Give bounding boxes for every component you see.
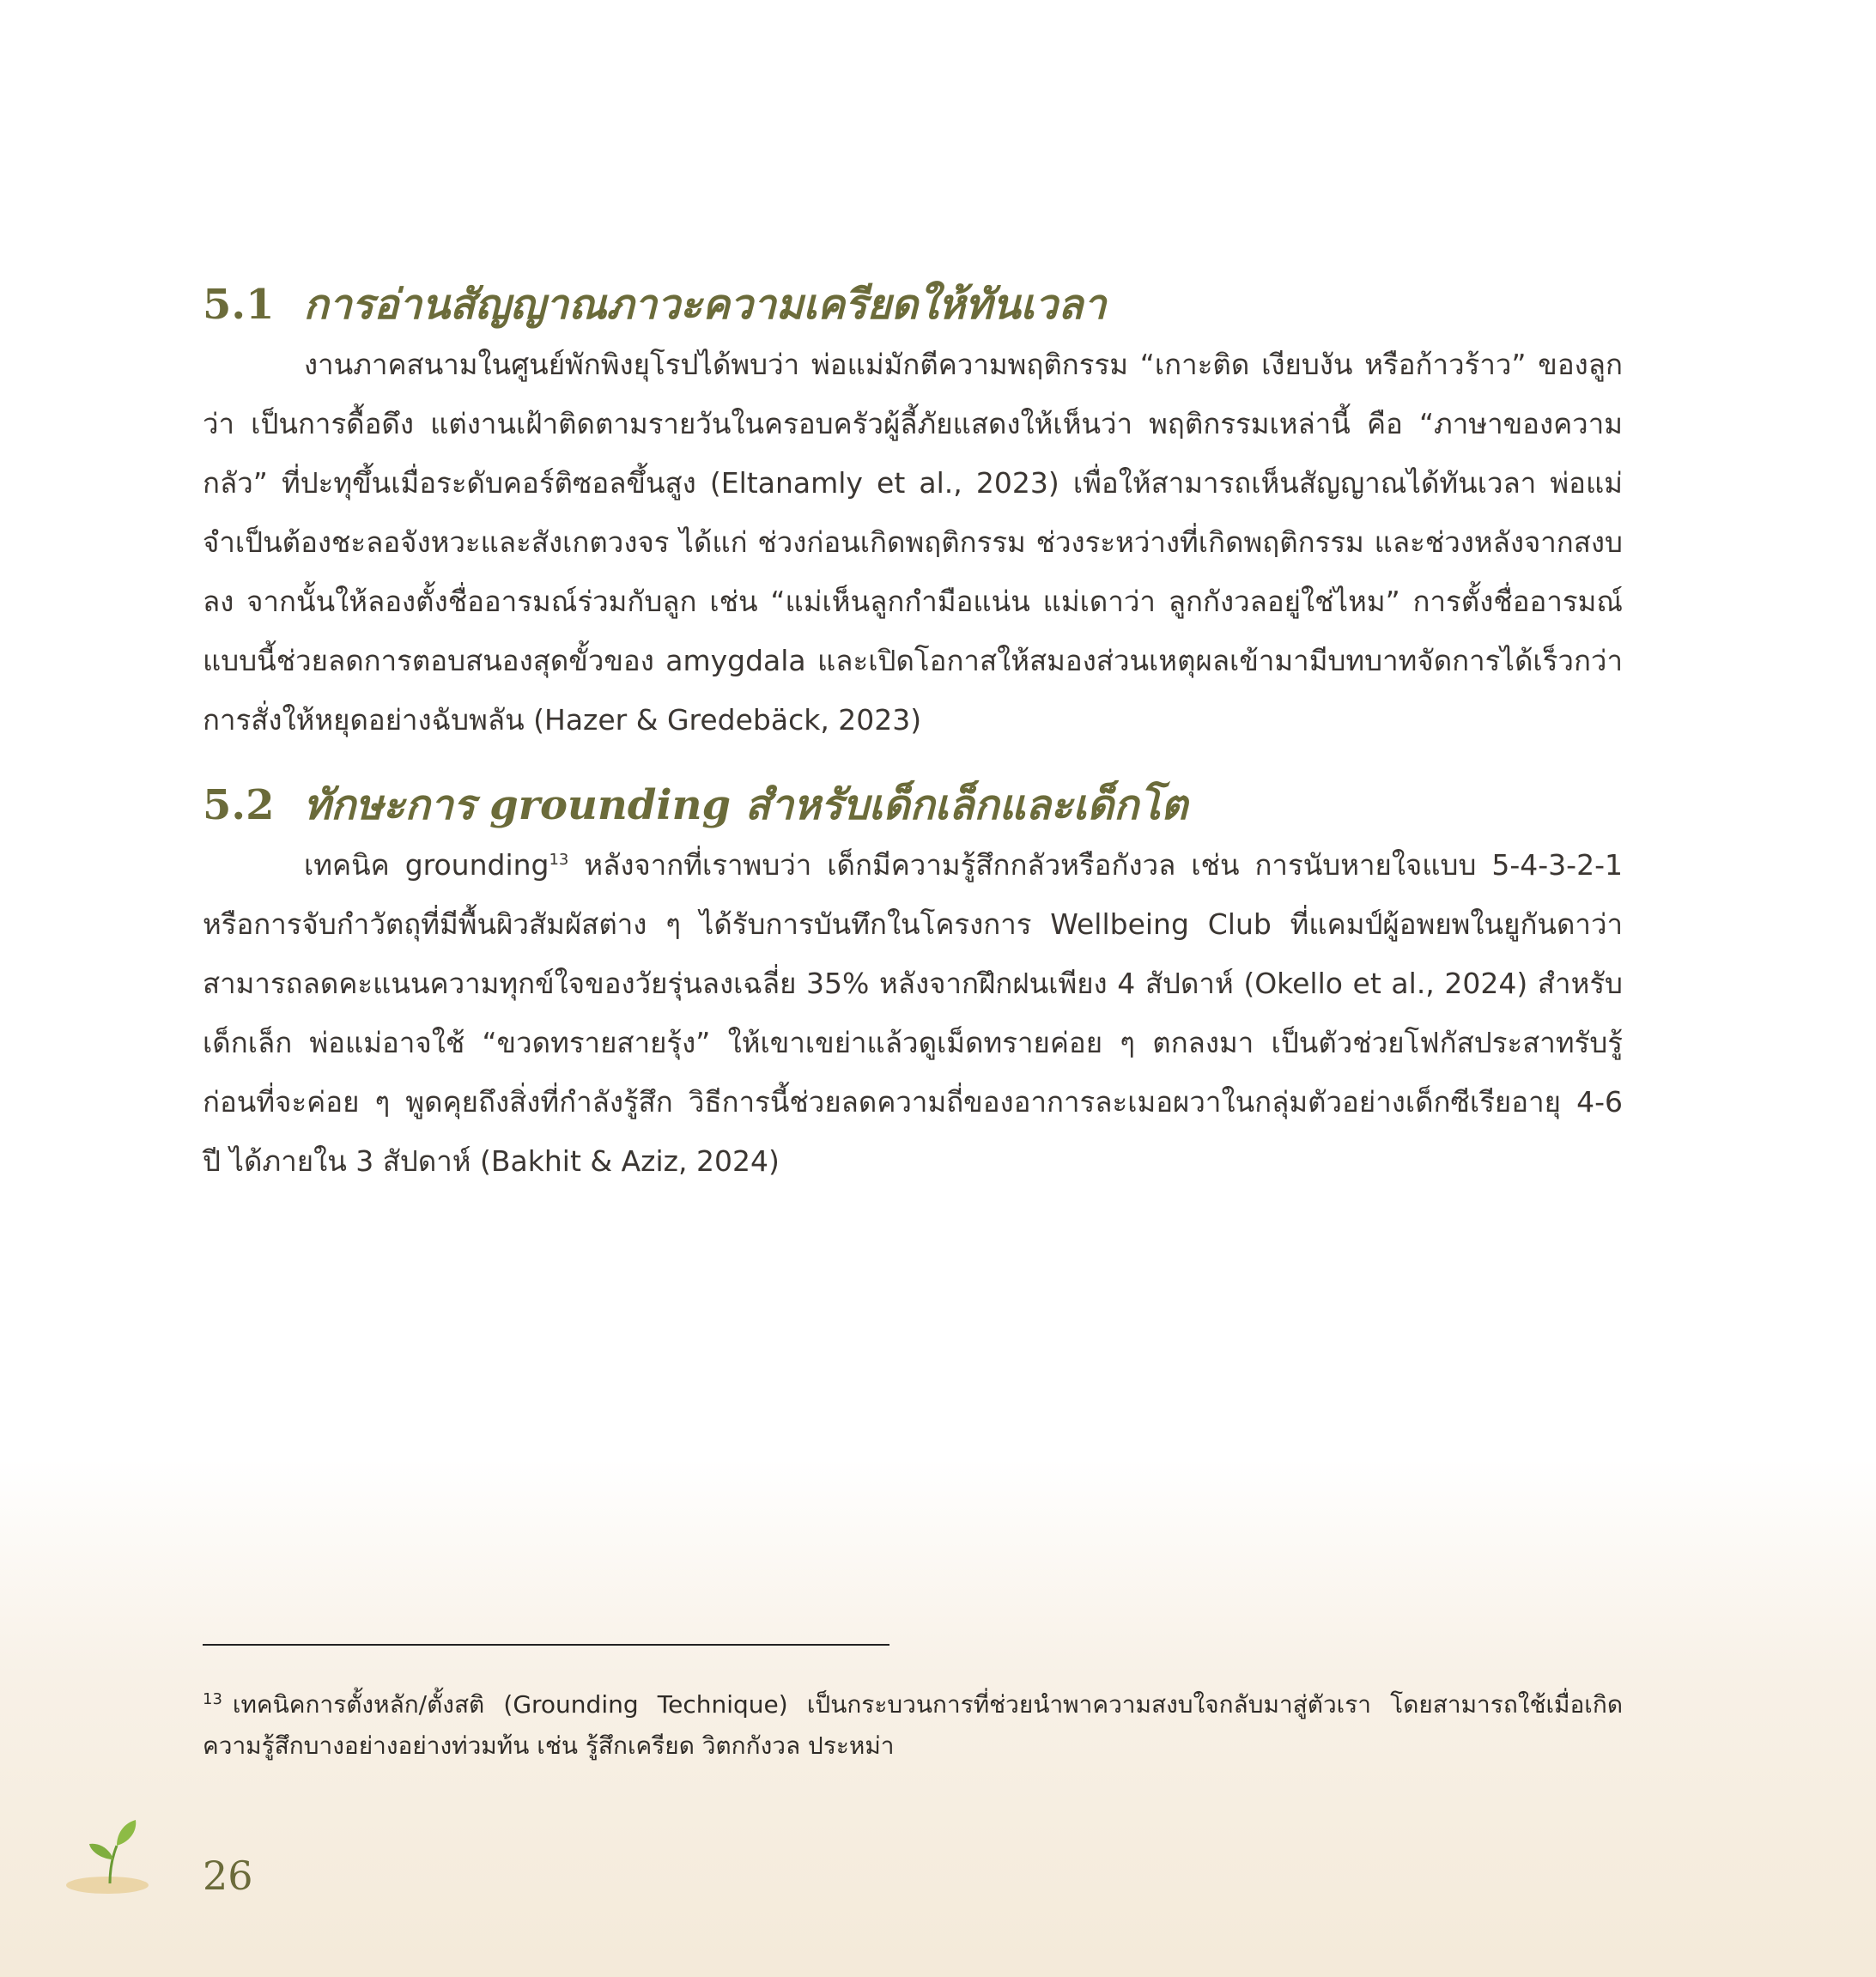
section-heading-5-1 <box>203 275 1623 335</box>
sprout-icon <box>60 1811 155 1897</box>
footnote-reference[interactable]: 13 <box>549 851 569 869</box>
section-title: การอ่านสัญญาณภาวะความเครียดให้ทันเวลา <box>303 281 1107 329</box>
page-number: 26 <box>203 1853 253 1899</box>
section-heading-5-2 <box>203 775 1623 835</box>
soil-mound <box>66 1877 149 1894</box>
section-paragraph-5-2 <box>203 835 1623 1191</box>
paragraph-text-start: เทคนิค grounding <box>304 848 549 882</box>
footnote-text: เทคนิคการตั้งหลัก/ตั้งสติ (Grounding Technique) เป็นกระบวนการที่ช่วยนำพาความสงบใจกลับมาสู่ตัวเรา โดยสามารถใช้เมื่อเกิดความรู้สึกบางอย่างอย่างท่วมท้น เช่น รู้สึกเครียด วิตกกังวล ประหม่า <box>203 1690 1623 1760</box>
section-title: ทักษะการ grounding สำหรับเด็กเล็กและเด็กโต <box>303 781 1188 829</box>
sprout-leaf-left <box>89 1844 113 1859</box>
footnote <box>203 1684 1623 1767</box>
main-content <box>203 275 1623 1191</box>
section-number: 5.2 <box>203 781 275 829</box>
section-paragraph-5-1: งานภาคสนามในศูนย์พักพิงยุโรปได้พบว่า พ่อแม่มักตีความพฤติกรรม “เกาะติด เงียบงัน หรือก้าวร้าว” ของลูกว่า เป็นการดื้อดึง แต่งานเฝ้าติดตามรายวันในครอบครัวผู้ลี้ภัยแสดงให้เห็นว่า พฤติกรรมเหล่านี้ คือ “ภาษาของความกลัว” ที่ปะทุขึ้นเมื่อระดับคอร์ติซอลขึ้นสูง (Eltanamly et al., 2023) เพื่อให้สามารถเห็นสัญญาณได้ทันเวลา พ่อแม่จำเป็นต้องชะลอจังหวะและสังเกตวงจร ได้แก่ ช่วงก่อนเกิดพฤติกรรม ช่วงระหว่างที่เกิดพฤติกรรม และช่วงหลังจากสงบลง จากนั้นให้ลองตั้งชื่ออารมณ์ร่วมกับลูก เช่น “แม่เห็นลูกกำมือแน่น แม่เดาว่า ลูกกังวลอยู่ใช่ไหม” การตั้งชื่ออารมณ์แบบนี้ช่วยลดการตอบสนองสุดขั้วของ amygdala และเปิดโอกาสให้สมองส่วนเหตุผลเข้ามามีบทบาทจัดการได้เร็วกว่าการสั่งให้หยุดอย่างฉับพลัน (Hazer & Gredebäck, 2023) <box>203 348 1623 737</box>
footnote-marker: 13 <box>203 1689 222 1708</box>
sprout-leaf-right <box>117 1820 136 1846</box>
footnote-divider <box>203 1644 889 1646</box>
section-number: 5.1 <box>203 281 275 329</box>
paragraph-text-rest: หลังจากที่เราพบว่า เด็กมีความรู้สึกกลัวหรือกังวล เช่น การนับหายใจแบบ 5-4-3-2-1 หรือการจับกำวัตถุที่มีพื้นผิวสัมผัสต่าง ๆ ได้รับการบันทึกในโครงการ Wellbeing Club ที่แคมป์ผู้อพยพในยูกันดาว่า สามารถลดคะแนนความทุกข์ใจของวัยรุ่นลงเฉลี่ย 35% หลังจากฝึกฝนเพียง 4 สัปดาห์ (Okello et al., 2024) สำหรับเด็กเล็ก พ่อแม่อาจใช้ “ขวดทรายสายรุ้ง” ให้เขาเขย่าแล้วดูเม็ดทรายค่อย ๆ ตกลงมา เป็นตัวช่วยโฟกัสประสาทรับรู้ ก่อนที่จะค่อย ๆ พูดคุยถึงสิ่งที่กำลังรู้สึก วิธีการนี้ช่วยลดความถี่ของอาการละเมอผวาในกลุ่มตัวอย่างเด็กซีเรียอายุ 4-6 ปี ได้ภายใน 3 สัปดาห์ (Bakhit & Aziz, 2024) <box>203 848 1623 1178</box>
